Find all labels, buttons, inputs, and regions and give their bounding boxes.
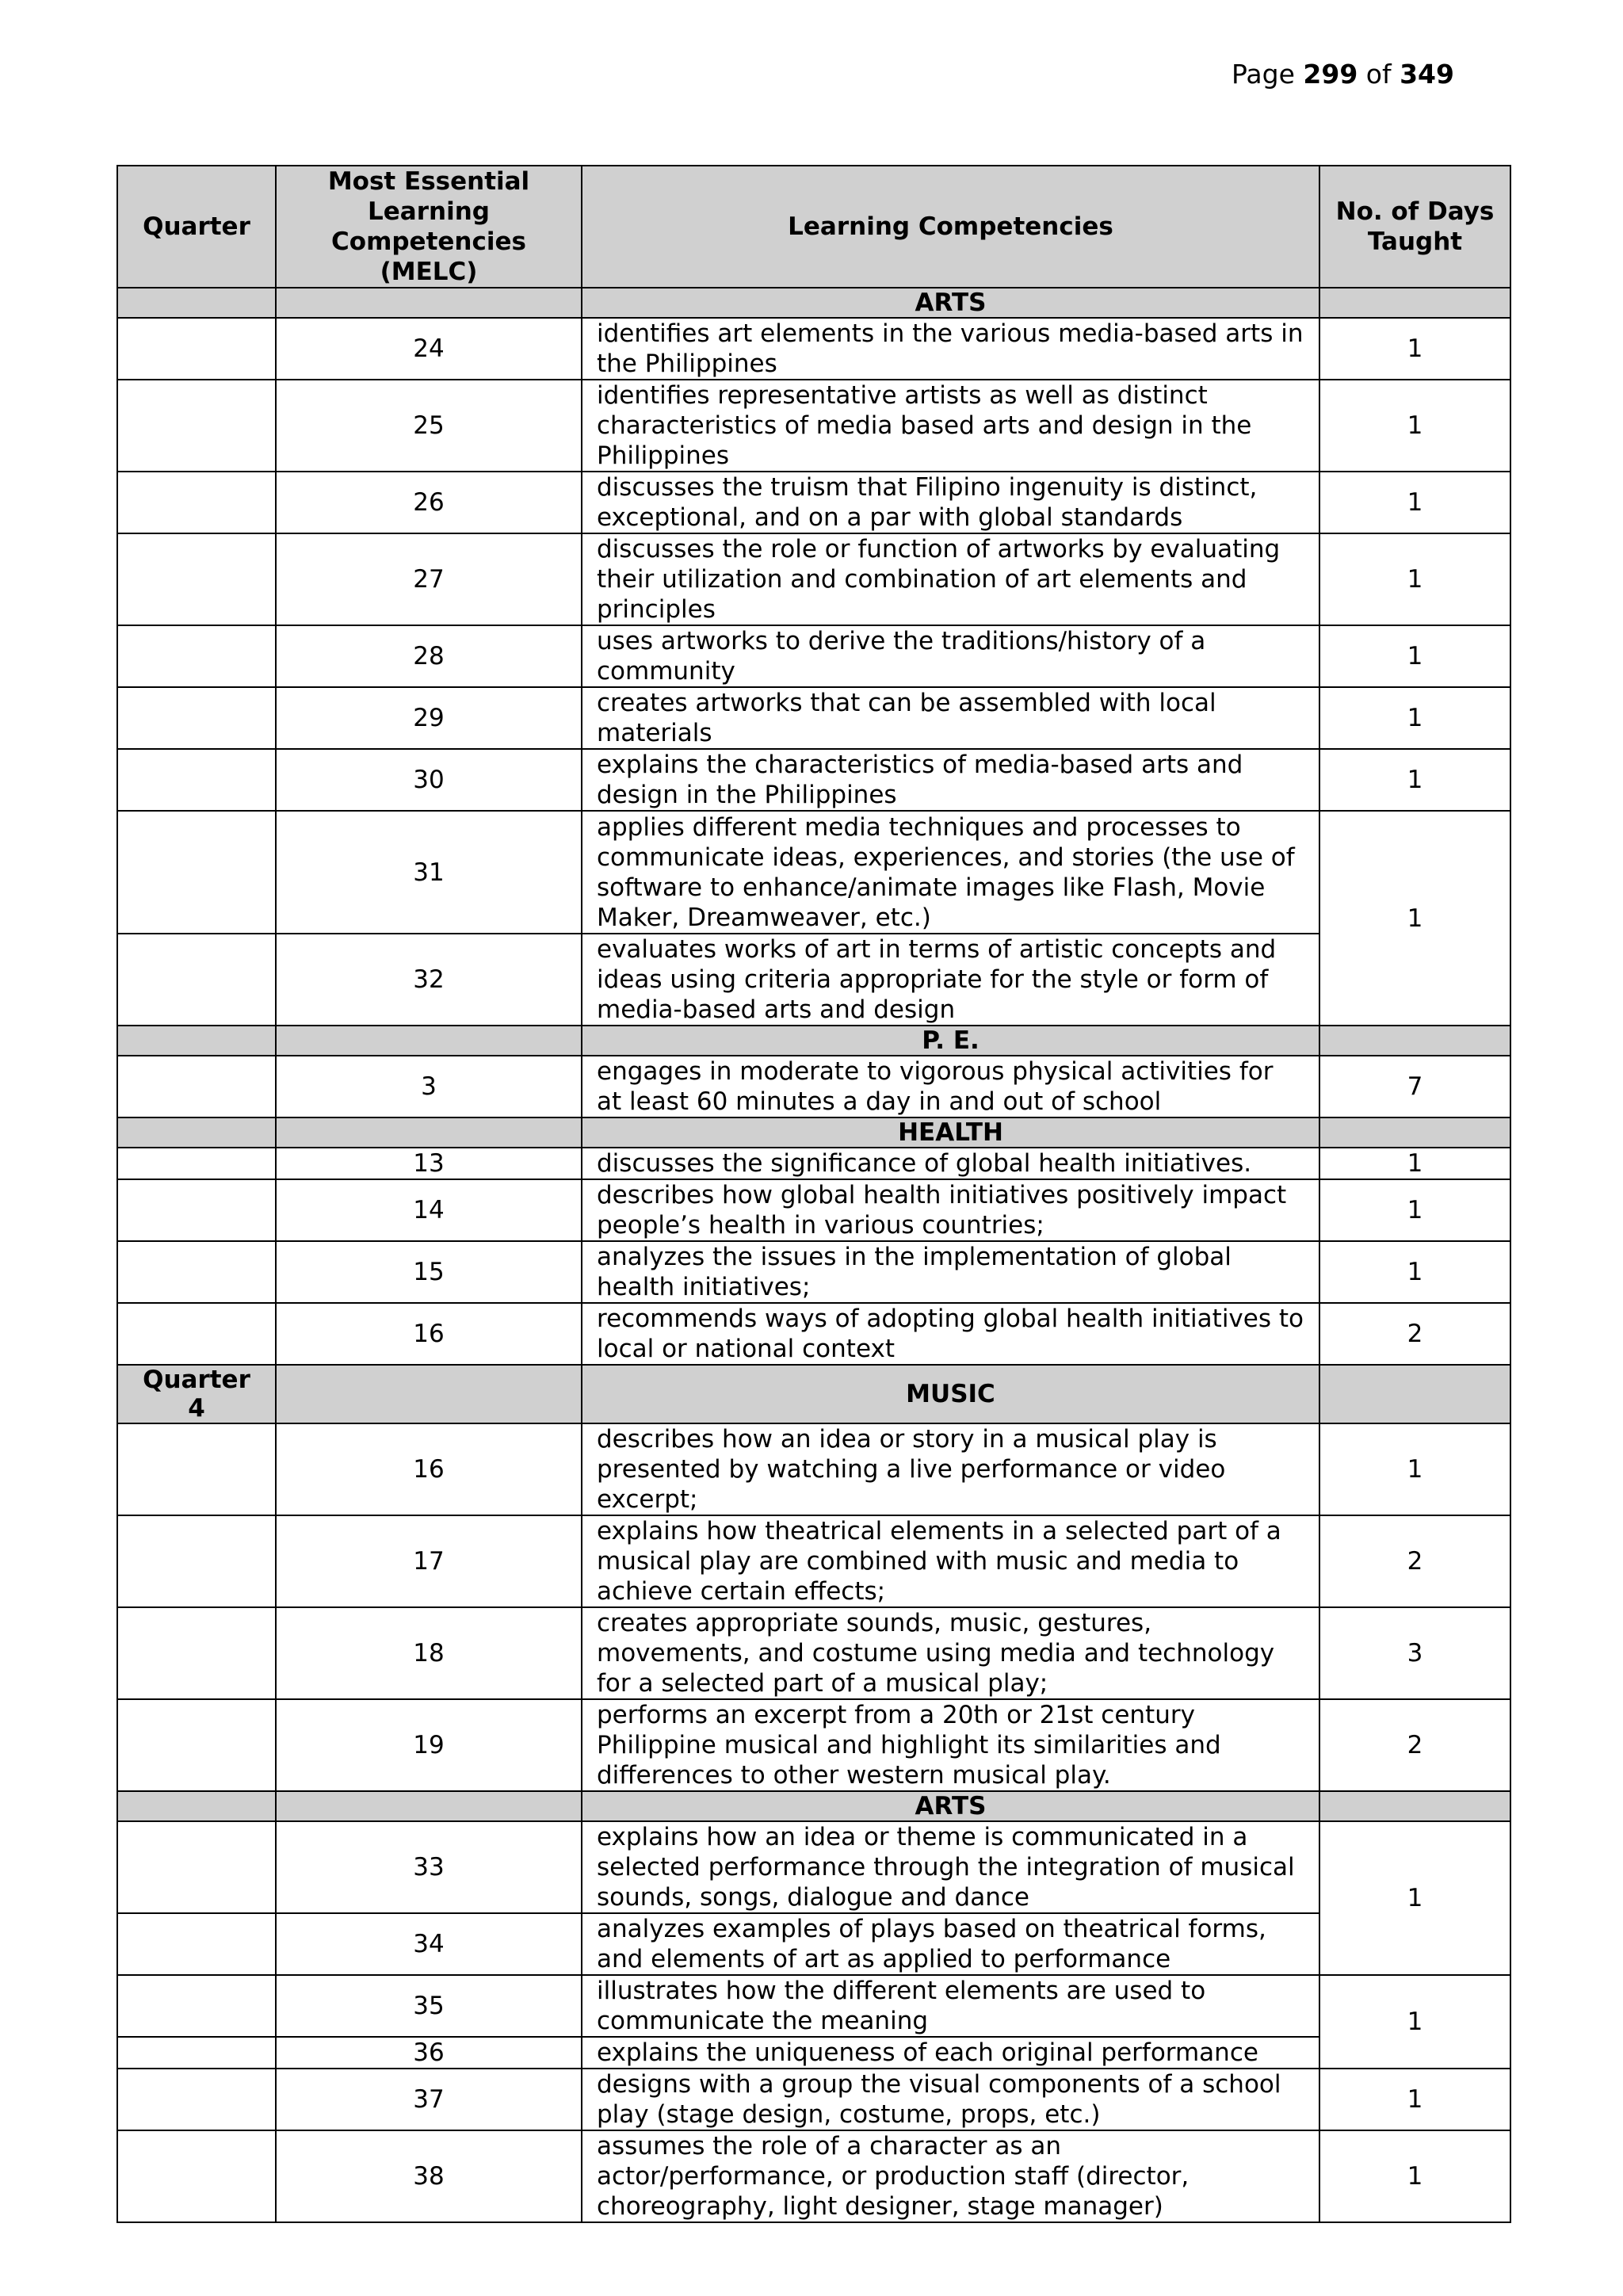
competency-text: recommends ways of adopting global health initiatives to local or national context <box>582 1303 1319 1365</box>
table-row <box>117 1515 1510 1607</box>
days-taught: 1 <box>1319 533 1510 625</box>
table-row <box>117 1699 1510 1791</box>
section-row-pe <box>117 1026 1510 1056</box>
days-taught: 1 <box>1319 380 1510 472</box>
competency-text: performs an excerpt from a 20th or 21st century Philippine musical and highlight its similarities and differences to other western musical play. <box>582 1699 1319 1791</box>
melc-number: 13 <box>276 1148 582 1179</box>
page-number <box>1232 59 1454 90</box>
table-row <box>117 533 1510 625</box>
table-row <box>117 625 1510 687</box>
table-row <box>117 1423 1510 1515</box>
melc-number: 29 <box>276 687 582 749</box>
days-taught: 1 <box>1319 811 1510 1026</box>
section-row-arts-q4 <box>117 1791 1510 1821</box>
table-row <box>117 1913 1510 1975</box>
header-row <box>117 166 1510 288</box>
competency-text: creates artworks that can be assembled with local materials <box>582 687 1319 749</box>
header-quarter: Quarter <box>117 166 276 288</box>
melc-number: 32 <box>276 934 582 1026</box>
section-row-health <box>117 1117 1510 1148</box>
competency-text: engages in moderate to vigorous physical activities for at least 60 minutes a day in and out of school <box>582 1056 1319 1117</box>
melc-number: 35 <box>276 1975 582 2037</box>
table-row <box>117 1179 1510 1241</box>
header-days: No. of Days Taught <box>1319 166 1510 288</box>
days-taught: 1 <box>1319 318 1510 380</box>
table-row <box>117 1607 1510 1699</box>
melc-number: 3 <box>276 1056 582 1117</box>
section-title-arts-q4: ARTS <box>582 1791 1319 1821</box>
days-taught: 1 <box>1319 625 1510 687</box>
section-title-music: MUSIC <box>582 1365 1319 1423</box>
days-taught: 2 <box>1319 1515 1510 1607</box>
melc-number: 37 <box>276 2069 582 2130</box>
melc-number: 28 <box>276 625 582 687</box>
page-of: of <box>1358 59 1400 90</box>
page-label: Page <box>1232 59 1304 90</box>
section-title-health: HEALTH <box>582 1117 1319 1148</box>
table-row <box>117 2130 1510 2222</box>
competency-text: identifies representative artists as well as distinct characteristics of media based arts and design in the Philippines <box>582 380 1319 472</box>
days-taught: 3 <box>1319 1607 1510 1699</box>
table-row <box>117 318 1510 380</box>
melc-number: 31 <box>276 811 582 934</box>
competency-text: explains the uniqueness of each original performance <box>582 2037 1319 2069</box>
table-row <box>117 2069 1510 2130</box>
competency-text: analyzes examples of plays based on theatrical forms, and elements of art as applied to performance <box>582 1913 1319 1975</box>
days-taught: 1 <box>1319 1423 1510 1515</box>
days-taught: 1 <box>1319 749 1510 811</box>
competency-text: describes how global health initiatives positively impact people’s health in various countries; <box>582 1179 1319 1241</box>
competency-text: creates appropriate sounds, music, gestures, movements, and costume using media and technology for a selected part of a musical play; <box>582 1607 1319 1699</box>
competency-text: explains the characteristics of media-based arts and design in the Philippines <box>582 749 1319 811</box>
competency-text: designs with a group the visual components of a school play (stage design, costume, props, etc.) <box>582 2069 1319 2130</box>
days-taught: 7 <box>1319 1056 1510 1117</box>
section-row-music <box>117 1365 1510 1423</box>
competency-text: uses artworks to derive the traditions/history of a community <box>582 625 1319 687</box>
melc-number: 33 <box>276 1821 582 1913</box>
header-melc: Most Essential Learning Competencies (MELC) <box>276 166 582 288</box>
competencies-table <box>116 165 1511 2223</box>
days-taught: 1 <box>1319 1975 1510 2069</box>
table-row <box>117 1303 1510 1365</box>
melc-number: 30 <box>276 749 582 811</box>
melc-number: 16 <box>276 1423 582 1515</box>
competency-text: describes how an idea or story in a musical play is presented by watching a live performance or video excerpt; <box>582 1423 1319 1515</box>
melc-number: 36 <box>276 2037 582 2069</box>
melc-number: 27 <box>276 533 582 625</box>
table-row <box>117 380 1510 472</box>
page-total: 349 <box>1400 59 1454 90</box>
competency-text: identifies art elements in the various media-based arts in the Philippines <box>582 318 1319 380</box>
section-title-pe: P. E. <box>582 1026 1319 1056</box>
table-row <box>117 687 1510 749</box>
competency-text: explains how an idea or theme is communicated in a selected performance through the integration of musical sounds, songs, dialogue and dance <box>582 1821 1319 1913</box>
melc-number: 38 <box>276 2130 582 2222</box>
days-taught: 1 <box>1319 472 1510 533</box>
days-taught: 1 <box>1319 2069 1510 2130</box>
days-taught: 1 <box>1319 2130 1510 2222</box>
competency-text: discusses the significance of global health initiatives. <box>582 1148 1319 1179</box>
table-row <box>117 472 1510 533</box>
melc-number: 26 <box>276 472 582 533</box>
competency-text: explains how theatrical elements in a selected part of a musical play are combined with music and media to achieve certain effects; <box>582 1515 1319 1607</box>
days-taught: 2 <box>1319 1699 1510 1791</box>
table-row <box>117 1148 1510 1179</box>
page-current: 299 <box>1303 59 1358 90</box>
days-taught: 1 <box>1319 1179 1510 1241</box>
days-taught: 1 <box>1319 1148 1510 1179</box>
melc-number: 34 <box>276 1913 582 1975</box>
table-row <box>117 1241 1510 1303</box>
melc-number: 16 <box>276 1303 582 1365</box>
competency-text: applies different media techniques and processes to communicate ideas, experiences, and stories (the use of software to enhance/animate images like Flash, Movie Maker, Dreamweaver, etc.) <box>582 811 1319 934</box>
melc-number: 17 <box>276 1515 582 1607</box>
table-row <box>117 2037 1510 2069</box>
competency-text: evaluates works of art in terms of artistic concepts and ideas using criteria appropriate for the style or form of media-based arts and design <box>582 934 1319 1026</box>
table-row <box>117 1821 1510 1913</box>
quarter-label: Quarter 4 <box>117 1365 276 1423</box>
competency-text: illustrates how the different elements are used to communicate the meaning <box>582 1975 1319 2037</box>
competency-text: discusses the truism that Filipino ingenuity is distinct, exceptional, and on a par with global standards <box>582 472 1319 533</box>
table-row <box>117 934 1510 1026</box>
days-taught: 1 <box>1319 687 1510 749</box>
melc-number: 14 <box>276 1179 582 1241</box>
melc-number: 18 <box>276 1607 582 1699</box>
competency-text: assumes the role of a character as an actor/performance, or production staff (director, choreography, light designer, stage manager) <box>582 2130 1319 2222</box>
melc-number: 25 <box>276 380 582 472</box>
melc-number: 15 <box>276 1241 582 1303</box>
days-taught: 1 <box>1319 1241 1510 1303</box>
melc-number: 19 <box>276 1699 582 1791</box>
table-row <box>117 1975 1510 2037</box>
competency-text: analyzes the issues in the implementation of global health initiatives; <box>582 1241 1319 1303</box>
table-row <box>117 811 1510 934</box>
days-taught: 2 <box>1319 1303 1510 1365</box>
melc-number: 24 <box>276 318 582 380</box>
header-competencies: Learning Competencies <box>582 166 1319 288</box>
section-row-arts <box>117 288 1510 318</box>
table-row <box>117 1056 1510 1117</box>
section-title-arts: ARTS <box>582 288 1319 318</box>
days-taught: 1 <box>1319 1821 1510 1975</box>
competency-text: discusses the role or function of artworks by evaluating their utilization and combination of art elements and principles <box>582 533 1319 625</box>
table-row <box>117 749 1510 811</box>
